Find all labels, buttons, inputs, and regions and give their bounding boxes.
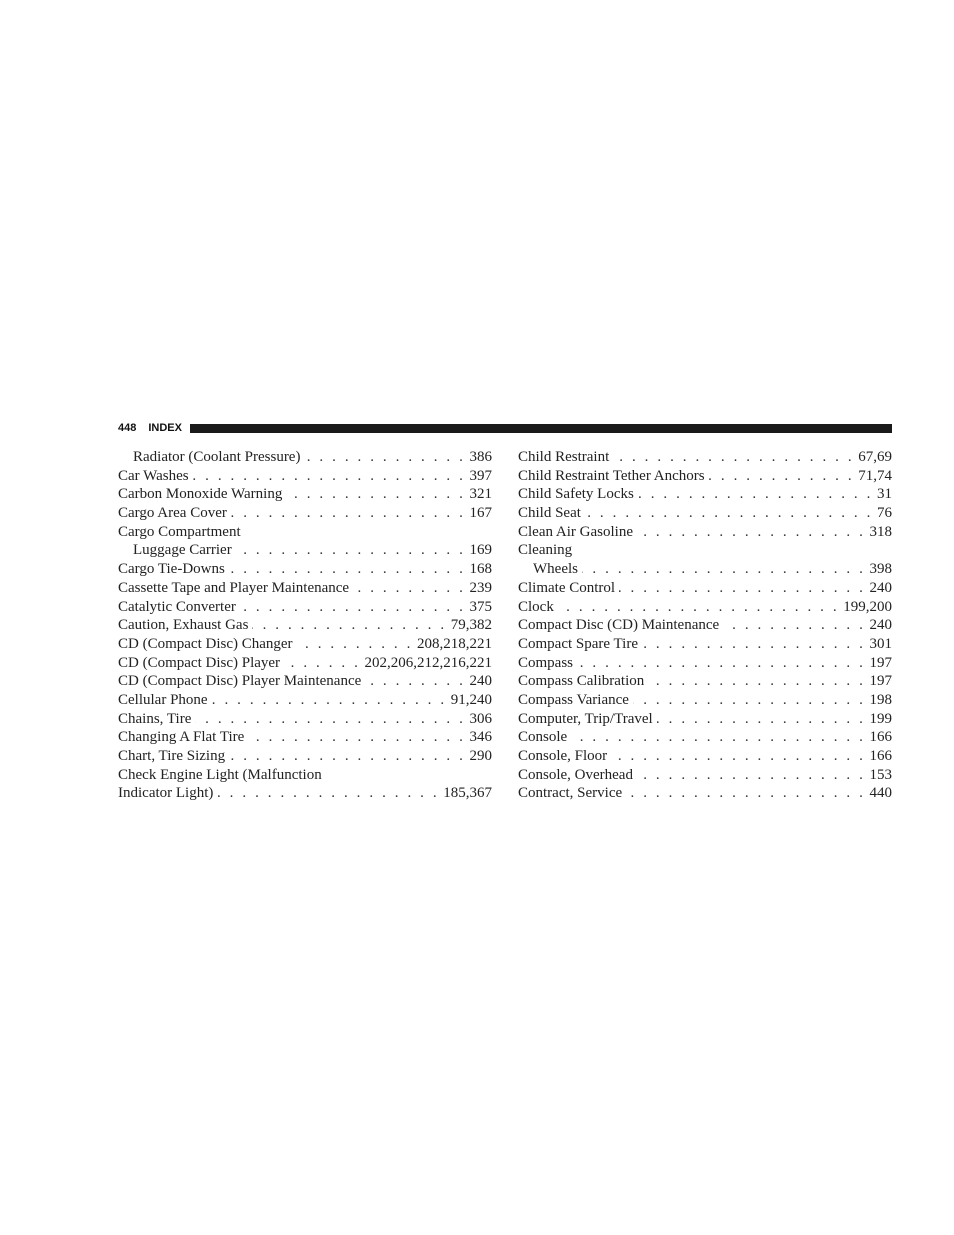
index-entry [118, 598, 492, 617]
page-number: 448 [118, 422, 137, 434]
index-entry [518, 560, 892, 579]
dot-leader [558, 598, 839, 617]
index-entry [118, 784, 492, 803]
entry-pages: 166 [869, 748, 892, 764]
entry-label: Cargo Tie-Downs [118, 561, 225, 578]
entry-pages: 240 [869, 617, 892, 634]
index-entry [518, 467, 892, 486]
entry-label: Computer, Trip/Travel [518, 710, 653, 727]
entry-pages: 198 [869, 691, 892, 708]
index-entry [118, 504, 492, 523]
entry-label: Caution, Exhaust Gas [118, 617, 249, 634]
entry-pages: 321 [469, 486, 492, 503]
entry-label: CD (Compact Disc) Player [118, 654, 281, 671]
entry-pages: 71,74 [858, 467, 892, 484]
dot-leader [286, 485, 465, 504]
page-header [118, 420, 892, 436]
entry-label: Chains, Tire [118, 710, 192, 727]
entry-label: Compact Spare Tire [518, 635, 638, 652]
index-entry [518, 691, 892, 710]
entry-pages: 318 [869, 523, 892, 540]
entry-label: Radiator (Coolant Pressure) [133, 449, 301, 465]
dot-leader [248, 728, 465, 747]
index-entry [118, 672, 492, 691]
dot-leader [236, 541, 466, 560]
index-entry [118, 560, 492, 579]
index-entry [118, 728, 492, 747]
dot-leader [577, 654, 865, 673]
entry-label: Climate Control [518, 579, 616, 596]
index-entry [118, 654, 492, 673]
entry-label: Compass Variance [518, 691, 629, 708]
entry-pages: 31 [877, 486, 892, 503]
entry-label: Child Restraint [518, 449, 610, 465]
index-entry [118, 747, 492, 766]
entry-pages: 185,367 [443, 785, 492, 802]
entry-label: Luggage Carrier [133, 542, 232, 559]
dot-leader [231, 504, 466, 523]
index-entry [118, 523, 492, 542]
dot-leader [611, 747, 865, 766]
entry-label: Clean Air Gasoline [518, 523, 633, 540]
dot-leader [585, 504, 873, 523]
entry-label: Chart, Tire Sizing [118, 748, 226, 764]
dot-leader [240, 598, 466, 617]
entry-label: Changing A Flat Tire [118, 729, 245, 746]
entry-pages: 290 [469, 748, 492, 764]
index-entry [518, 448, 892, 467]
entry-label: CD (Compact Disc) Changer [118, 635, 293, 652]
dot-leader [633, 691, 866, 710]
entry-label: Cargo Compartment [118, 523, 241, 540]
index-entry [518, 784, 892, 803]
dot-leader [657, 710, 866, 729]
index-entry [518, 504, 892, 523]
dot-leader [297, 635, 413, 654]
entry-pages: 440 [869, 785, 892, 802]
entry-pages: 76 [877, 505, 892, 522]
entry-pages: 398 [869, 561, 892, 578]
dot-leader [212, 691, 447, 710]
entry-pages: 240 [469, 673, 492, 690]
entry-pages: 301 [869, 635, 892, 652]
entry-label: Child Restraint Tether Anchors [518, 467, 705, 484]
index-entry [118, 616, 492, 635]
dot-leader [353, 579, 465, 598]
dot-leader [637, 523, 866, 542]
entry-label: Indicator Light) [118, 785, 214, 802]
entry-label: Cargo Area Cover [118, 505, 227, 522]
entry-label: Contract, Service [518, 785, 623, 802]
entry-label: Carbon Monoxide Warning [118, 486, 283, 503]
index-entry [518, 579, 892, 598]
entry-pages: 346 [469, 729, 492, 746]
dot-leader [619, 579, 865, 598]
index-entry [118, 710, 492, 729]
entry-pages: 375 [469, 598, 492, 615]
index-entry [118, 766, 492, 785]
entry-pages: 306 [469, 710, 492, 727]
entry-pages: 169 [469, 542, 492, 559]
entry-pages: 208,218,221 [417, 635, 492, 652]
index-entry [518, 635, 892, 654]
index-column-left [118, 448, 492, 803]
index-entry [518, 728, 892, 747]
index-entry [118, 579, 492, 598]
dot-leader [582, 560, 866, 579]
entry-pages: 153 [869, 766, 892, 783]
entry-label: Console [518, 729, 568, 746]
entry-label: Compact Disc (CD) Maintenance [518, 617, 720, 634]
index-entry [518, 541, 892, 560]
dot-leader [193, 467, 466, 486]
entry-pages: 197 [869, 673, 892, 690]
entry-label: Child Safety Locks [518, 486, 634, 503]
index-entry [118, 635, 492, 654]
entry-label: Cellular Phone [118, 691, 208, 708]
entry-pages: 79,382 [450, 617, 492, 634]
entry-label: Clock [518, 598, 554, 615]
entry-label: Cleaning [518, 542, 573, 559]
dot-leader [252, 616, 446, 635]
entry-label: Compass Calibration [518, 673, 645, 690]
dot-leader [723, 616, 865, 635]
entry-pages: 199 [869, 710, 892, 727]
dot-leader [637, 766, 866, 785]
entry-label: Console, Overhead [518, 766, 633, 783]
entry-pages: 67,69 [858, 449, 892, 465]
entry-pages: 166 [869, 729, 892, 746]
index-entry [518, 672, 892, 691]
entry-label: Car Washes [118, 467, 189, 484]
header-rule [190, 424, 892, 433]
entry-pages: 202,206,212,216,221 [364, 654, 492, 671]
index-entry [118, 691, 492, 710]
dot-leader [365, 672, 465, 691]
entry-pages: 168 [469, 561, 492, 578]
dot-leader [642, 635, 866, 654]
entry-pages: 240 [869, 579, 892, 596]
index-entry [118, 541, 492, 560]
entry-label: Check Engine Light (Malfunction [118, 766, 322, 783]
index-entry [518, 710, 892, 729]
dot-leader [229, 747, 465, 766]
entry-label: Compass [518, 654, 574, 671]
index-column-right [518, 448, 892, 803]
index-entry [518, 523, 892, 542]
dot-leader [648, 672, 865, 691]
entry-pages: 167 [469, 505, 492, 522]
index-entry [518, 747, 892, 766]
dot-leader [638, 485, 873, 504]
index-entry [118, 467, 492, 486]
entry-label: Child Seat [518, 505, 581, 522]
index-entry [518, 616, 892, 635]
dot-leader [217, 784, 439, 803]
index-entry [518, 485, 892, 504]
entry-label: Console, Floor [518, 748, 608, 764]
dot-leader [229, 560, 466, 579]
entry-pages: 386 [469, 449, 492, 465]
entry-label: CD (Compact Disc) Player Maintenance [118, 673, 362, 690]
entry-pages: 91,240 [450, 691, 492, 708]
index-entry [518, 598, 892, 617]
entry-pages: 199,200 [843, 598, 892, 615]
entry-label: Catalytic Converter [118, 598, 236, 615]
dot-leader [709, 467, 855, 486]
dot-leader [284, 654, 360, 673]
dot-leader [571, 728, 865, 747]
dot-leader [304, 448, 465, 467]
index-entry [118, 485, 492, 504]
dot-leader [626, 784, 865, 803]
entry-pages: 197 [869, 654, 892, 671]
entry-label: Cassette Tape and Player Maintenance [118, 579, 350, 596]
index-entry [518, 766, 892, 785]
dot-leader [195, 710, 465, 729]
index-entry [118, 448, 492, 467]
section-title: INDEX [148, 422, 182, 434]
entry-label: Wheels [533, 561, 578, 578]
dot-leader [613, 448, 854, 467]
entry-pages: 397 [469, 467, 492, 484]
entry-pages: 239 [469, 579, 492, 596]
index-entry [518, 654, 892, 673]
